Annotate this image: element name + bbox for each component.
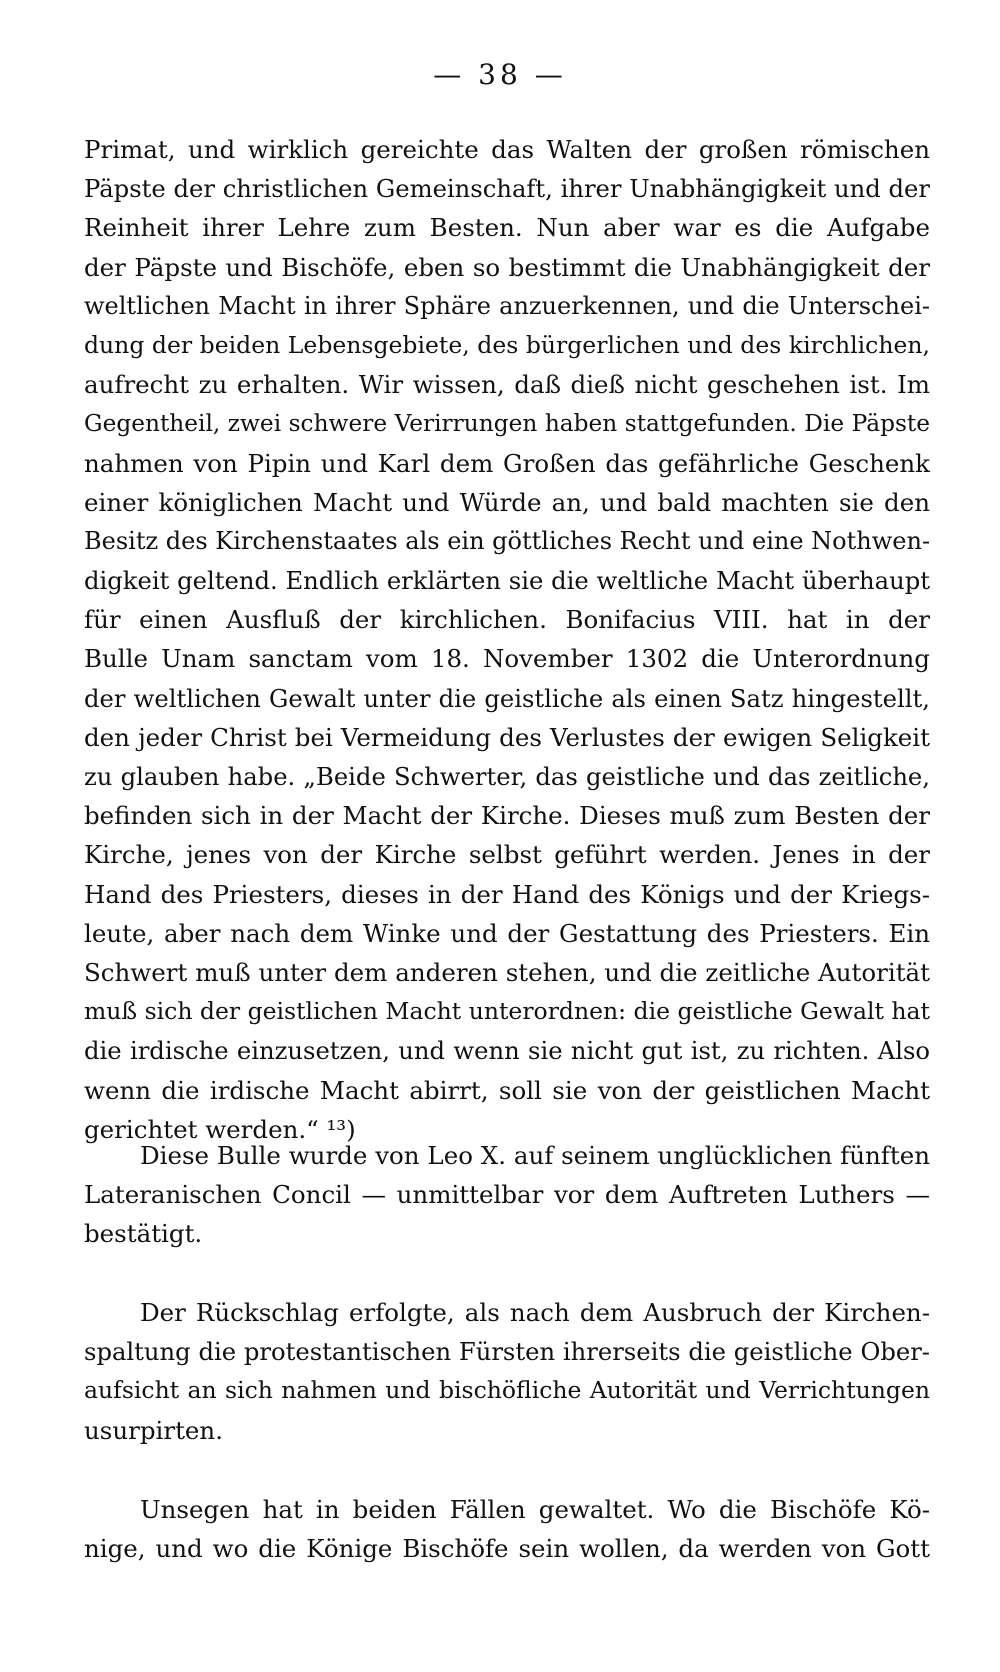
text-line: befinden sich in der Macht der Kirche. Dieses muß zum Besten der	[84, 801, 930, 831]
text-line: wenn die irdische Macht abirrt, soll sie von der geistlichen Macht	[84, 1075, 930, 1105]
paragraph-1	[84, 130, 930, 1149]
text-line: Bulle Unam sanctam vom 18. November 1302 die Unterordnung	[84, 644, 930, 674]
paragraph-4	[84, 1490, 930, 1568]
paragraph-3	[84, 1293, 930, 1450]
text-line: für einen Ausfluß der kirchlichen. Bonifacius VIII. hat in der	[84, 605, 930, 635]
text-line: weltlichen Macht in ihrer Sphäre anzuerkennen, und die Unterschei-	[84, 291, 930, 320]
text-line: nige, und wo die Könige Bischöfe sein wollen, da werden von Gott	[84, 1534, 930, 1564]
text-line: die irdische einzusetzen, und wenn sie nicht gut ist, zu richten. Also	[84, 1036, 930, 1066]
text-line: muß sich der geistlichen Macht unterordnen: die geistliche Gewalt hat	[84, 997, 930, 1026]
page-number: — 38 —	[433, 58, 567, 91]
text-line: einer königlichen Macht und Würde an, und bald machten sie den	[84, 487, 930, 517]
text-line: usurpirten.	[84, 1415, 223, 1445]
text-line: Gegentheil, zwei schwere Verirrungen haben stattgefunden. Die Päpste	[84, 410, 930, 438]
text-line: bestätigt.	[84, 1219, 203, 1249]
text-line: Kirche, jenes von der Kirche selbst geführt werden. Jenes in der	[84, 840, 930, 870]
text-line: Reinheit ihrer Lehre zum Besten. Nun aber war es die Aufgabe	[84, 213, 930, 243]
text-line: Lateranischen Concil — unmittelbar vor dem Auftreten Luthers —	[84, 1180, 930, 1210]
text-line: Der Rückschlag erfolgte, als nach dem Ausbruch der Kirchen-	[140, 1298, 930, 1327]
paragraph-2	[84, 1136, 930, 1254]
text-line: aufsicht an sich nahmen und bischöfliche Autorität und Verrichtungen	[84, 1376, 930, 1405]
text-line: der weltlichen Gewalt unter die geistliche als einen Satz hingestellt,	[84, 683, 930, 713]
text-line: zu glauben habe. „Beide Schwerter, das geistliche und das zeitliche,	[84, 762, 930, 791]
text-line: Päpste der christlichen Gemeinschaft, ihrer Unabhängigkeit und der	[84, 174, 930, 204]
text-line: Diese Bulle wurde von Leo X. auf seinem unglücklichen fünften	[140, 1141, 930, 1170]
text-line: leute, aber nach dem Winke und der Gestattung des Priesters. Ein	[84, 918, 930, 948]
text-line: Schwert muß unter dem anderen stehen, und die zeitliche Autorität	[84, 957, 930, 987]
text-line: aufrecht zu erhalten. Wir wissen, daß dieß nicht geschehen ist. Im	[84, 370, 930, 400]
text-line: Besitz des Kirchenstaates als ein göttliches Recht und eine Nothwen-	[84, 526, 931, 555]
text-line: gerichtet werden.“ ¹³)	[84, 1114, 356, 1144]
text-line: den jeder Christ bei Vermeidung des Verlustes der ewigen Seligkeit	[84, 722, 930, 752]
text-line: dung der beiden Lebensgebiete, des bürgerlichen und des kirchlichen,	[84, 330, 930, 359]
text-line: der Päpste und Bischöfe, eben so bestimmt die Unabhängigkeit der	[84, 252, 930, 282]
text-line: nahmen von Pipin und Karl dem Großen das gefährliche Geschenk	[84, 448, 930, 478]
text-line: spaltung die protestantischen Fürsten ihrerseits die geistliche Ober-	[84, 1337, 930, 1367]
text-line: Primat, und wirklich gereichte das Walten der großen römischen	[84, 135, 930, 164]
text-line: digkeit geltend. Endlich erklärten sie die weltliche Macht überhaupt	[84, 566, 930, 596]
text-line: Hand des Priesters, dieses in der Hand des Königs und der Kriegs-	[84, 879, 930, 909]
text-line: Unsegen hat in beiden Fällen gewaltet. Wo die Bischöfe Kö-	[140, 1495, 930, 1524]
